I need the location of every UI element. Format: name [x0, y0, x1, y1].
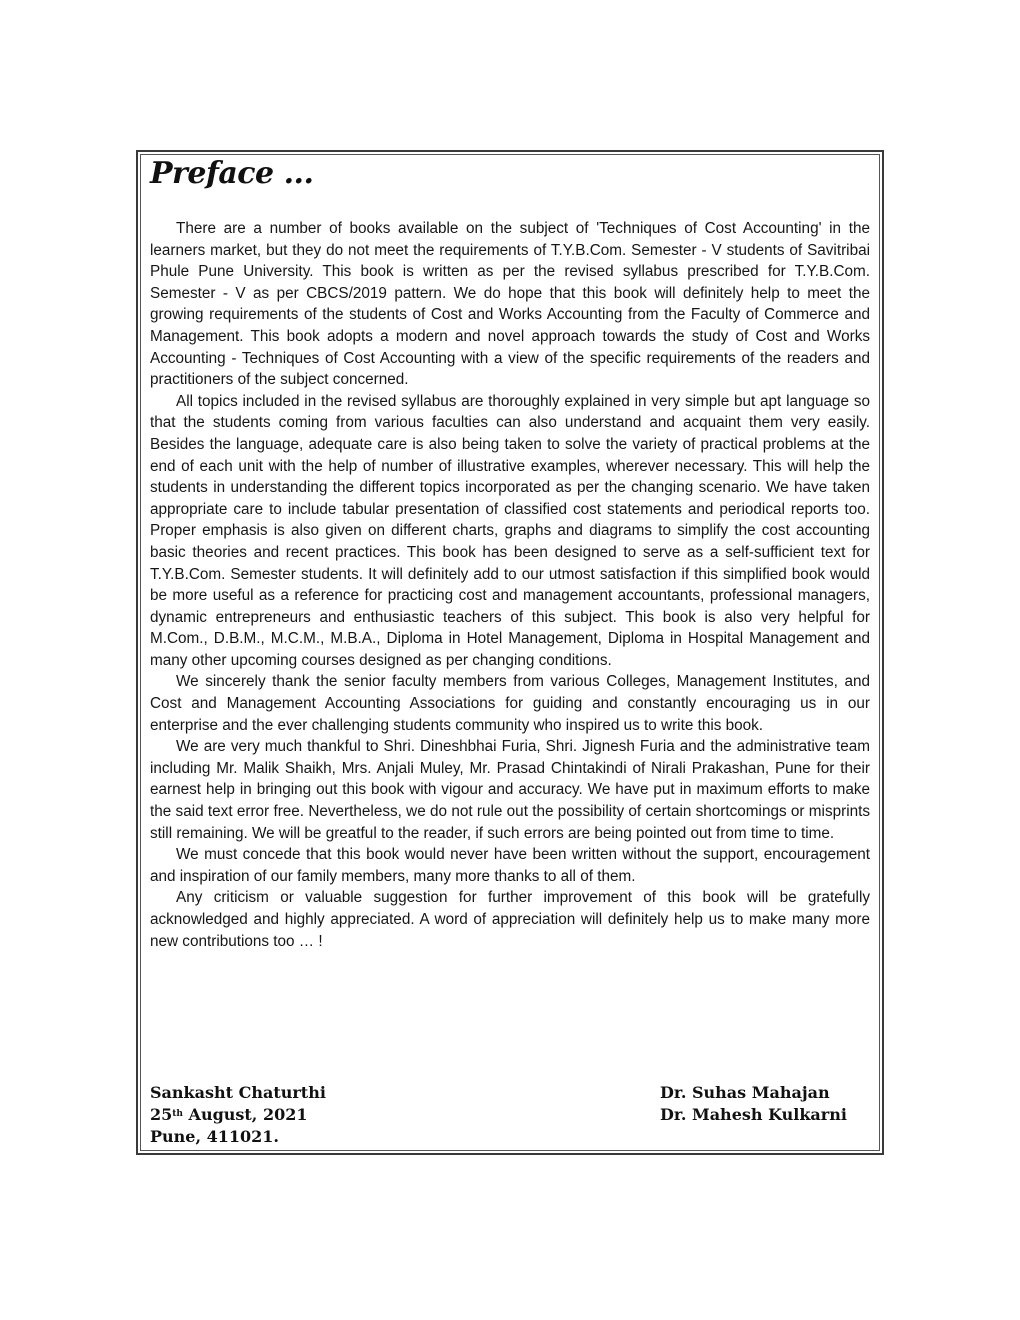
paragraph: All topics included in the revised syllabus are thoroughly explained in very simple but apt language so that the students coming from various faculties can also understand and acquaint them very easily. Besides the language, adequate care is also being taken to solve the variety of practical problems at the end of each unit with the help of number of illustrative examples, wherever necessary. This will help the students in understanding the different topics incorporated as per the changing scenario. We have taken appropriate care to include tabular presentation of classified cost statements and periodical reports too. Proper emphasis is also given on different charts, graphs and diagrams to simplify the cost accounting basic theories and recent practices. This book has been designed to serve as a self-sufficient text for T.Y.B.Com. Semester students. It will definitely add to our utmost satisfaction if this simplified book would be more useful as a reference for practicing cost and management accountants, professional managers, dynamic entrepreneurs and enthusiastic teachers of this subject. This book is also very helpful for M.Com., D.B.M., M.C.M., M.B.A., Diploma in Hotel Management, Diploma in Hospital Management and many other upcoming courses designed as per changing conditions.	[150, 392, 870, 669]
preface-body	[150, 218, 870, 952]
signoff-authors	[660, 1082, 847, 1126]
paragraph: We sincerely thank the senior faculty members from various Colleges, Management Institutes, and Cost and Management Accounting Associations for guiding and constantly encouraging us in our enterprise and the ever challenging students community who inspired us to write this book.	[150, 673, 870, 734]
paragraph: There are a number of books available on the subject of 'Techniques of Cost Accounting' in the learners market, but they do not meet the requirements of T.Y.B.Com. Semester - V students of Savitribai Phule Pune University. This book is written as per the revised syllabus prescribed for T.Y.B.Com. Semester - V as per CBCS/2019 pattern. We do hope that this book will definitely help to meet the growing requirements of the students of Cost and Works Accounting from the Faculty of Commerce and Management. This book adopts a modern and novel approach towards the study of Cost and Works Accounting - Techniques of Cost Accounting with a view of the specific requirements of the readers and practitioners of the subject concerned.	[150, 220, 870, 389]
signoff-date-place	[150, 1082, 326, 1148]
signoff-day: 25	[150, 1105, 173, 1124]
signoff-day-suffix: th	[172, 1109, 183, 1119]
signoff-date	[150, 1104, 326, 1126]
signoff-month-year: August, 2021	[182, 1105, 308, 1124]
preface-frame	[136, 150, 884, 1155]
signoff-occasion: Sankasht Chaturthi	[150, 1083, 326, 1102]
paragraph: We must concede that this book would never have been written without the support, encouragement and inspiration of our family members, many more thanks to all of them.	[150, 846, 870, 885]
signoff-place: Pune, 411021.	[150, 1127, 279, 1146]
paragraph: Any criticism or valuable suggestion for further improvement of this book will be gratefully acknowledged and highly appreciated. A word of appreciation will definitely help us to make many more new contributions too … !	[150, 889, 870, 950]
author-name: Dr. Suhas Mahajan	[660, 1083, 830, 1102]
page-title: Preface ...	[150, 156, 314, 191]
author-name: Dr. Mahesh Kulkarni	[660, 1105, 847, 1124]
paragraph: We are very much thankful to Shri. Dineshbhai Furia, Shri. Jignesh Furia and the administrative team including Mr. Malik Shaikh, Mrs. Anjali Muley, Mr. Prasad Chintakindi of Nirali Prakashan, Pune for their earnest help in bringing out this book with vigour and accuracy. We have put in maximum efforts to make the said text error free. Nevertheless, we do not rule out the possibility of certain shortcomings or misprints still remaining. We will be greatful to the reader, if such errors are being pointed out from time to time.	[150, 738, 870, 842]
